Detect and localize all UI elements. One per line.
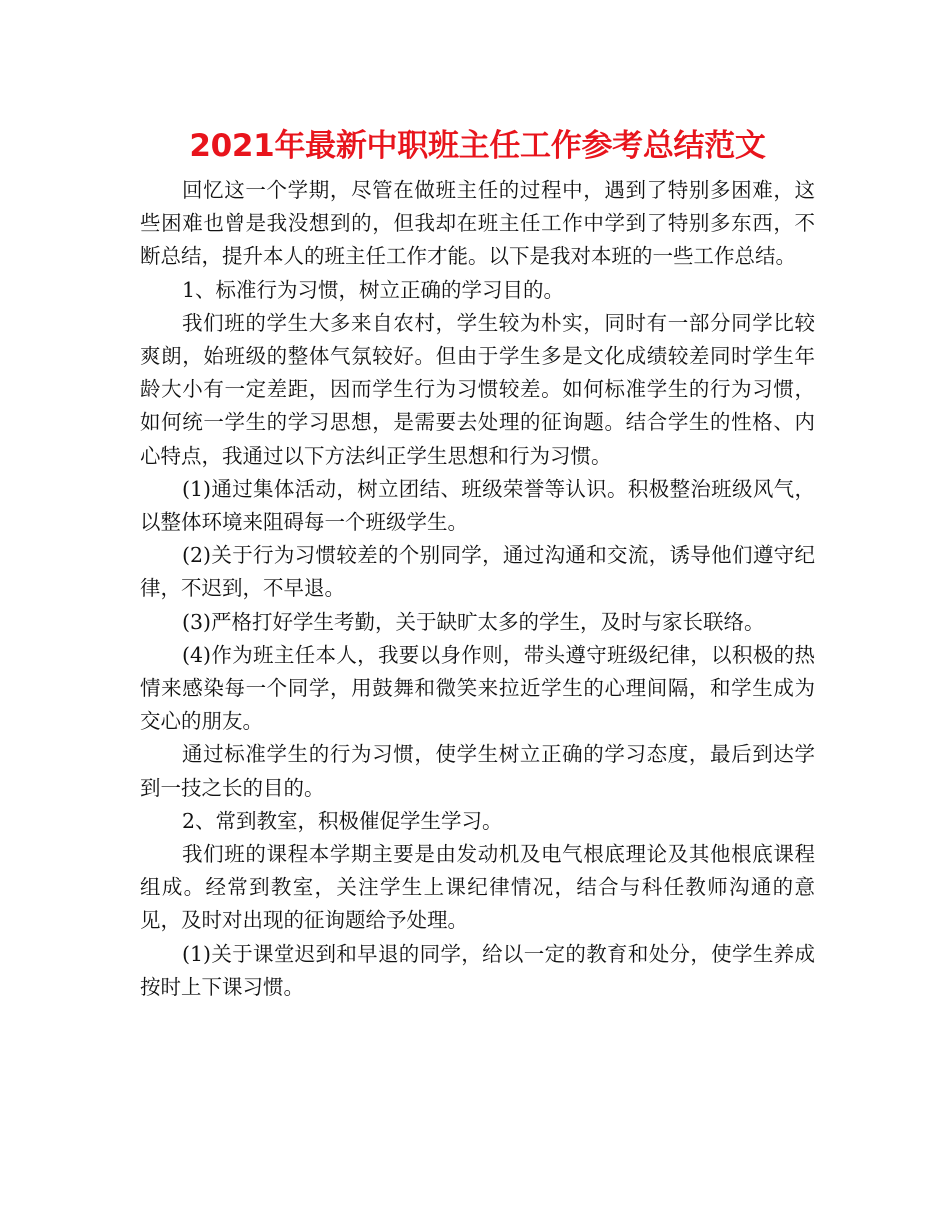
paragraph-item-4: (4)作为班主任本人，我要以身作则，带头遵守班级纪律，以积极的热情来感染每一个同学，用鼓舞和微笑来拉近学生的心理间隔，和学生成为交心的朋友。 <box>140 642 815 734</box>
paragraph-heading-1: 1、标准行为习惯，树立正确的学习目的。 <box>182 277 565 302</box>
paragraph-heading-2: 2、常到教室，积极催促学生学习。 <box>182 808 503 833</box>
document-page <box>140 118 815 1004</box>
paragraph-summary-1: 通过标准学生的行为习惯，使学生树立正确的学习态度，最后到达学到一技之长的目的。 <box>140 742 815 800</box>
paragraph-body-2: 我们班的课程本学期主要是由发动机及电气根底理论及其他根底课程组成。经常到教室，关注学生上课纪律情况，结合与科任教师沟通的意见，及时对出现的征询题给予处理。 <box>140 842 815 933</box>
paragraph-intro: 回忆这一个学期，尽管在做班主任的过程中，遇到了特别多困难，这些困难也曾是我没想到的，但我却在班主任工作中学到了特别多东西，不断总结，提升本人的班主任工作才能。以下是我对本班的一些工作总结。 <box>140 178 815 269</box>
paragraph-item-3: (3)严格打好学生考勤，关于缺旷太多的学生，及时与家长联络。 <box>182 609 765 634</box>
paragraph-body-1: 我们班的学生大多来自农村，学生较为朴实，同时有一部分同学比较爽朗，始班级的整体气氛较好。但由于学生多是文化成绩较差同时学生年龄大小有一定差距，因而学生行为习惯较差。如何标准学生的行为习惯，如何统一学生的学习思想，是需要去处理的征询题。结合学生的性格、内心特点，我通过以下方法纠正学生思想和行为习惯。 <box>140 310 815 468</box>
paragraph-item-5: (1)关于课堂迟到和早退的同学，给以一定的教育和处分，使学生养成按时上下课习惯。 <box>140 941 815 999</box>
paragraph-item-2: (2)关于行为习惯较差的个别同学，通过沟通和交流，诱导他们遵守纪律，不迟到，不早退。 <box>140 543 815 601</box>
document-title: 2021年最新中职班主任工作参考总结范文 <box>189 128 766 164</box>
paragraph-item-1: (1)通过集体活动，树立团结、班级荣誉等认识。积极整治班级风气，以整体环境来阻碍每一个班级学生。 <box>140 476 815 535</box>
